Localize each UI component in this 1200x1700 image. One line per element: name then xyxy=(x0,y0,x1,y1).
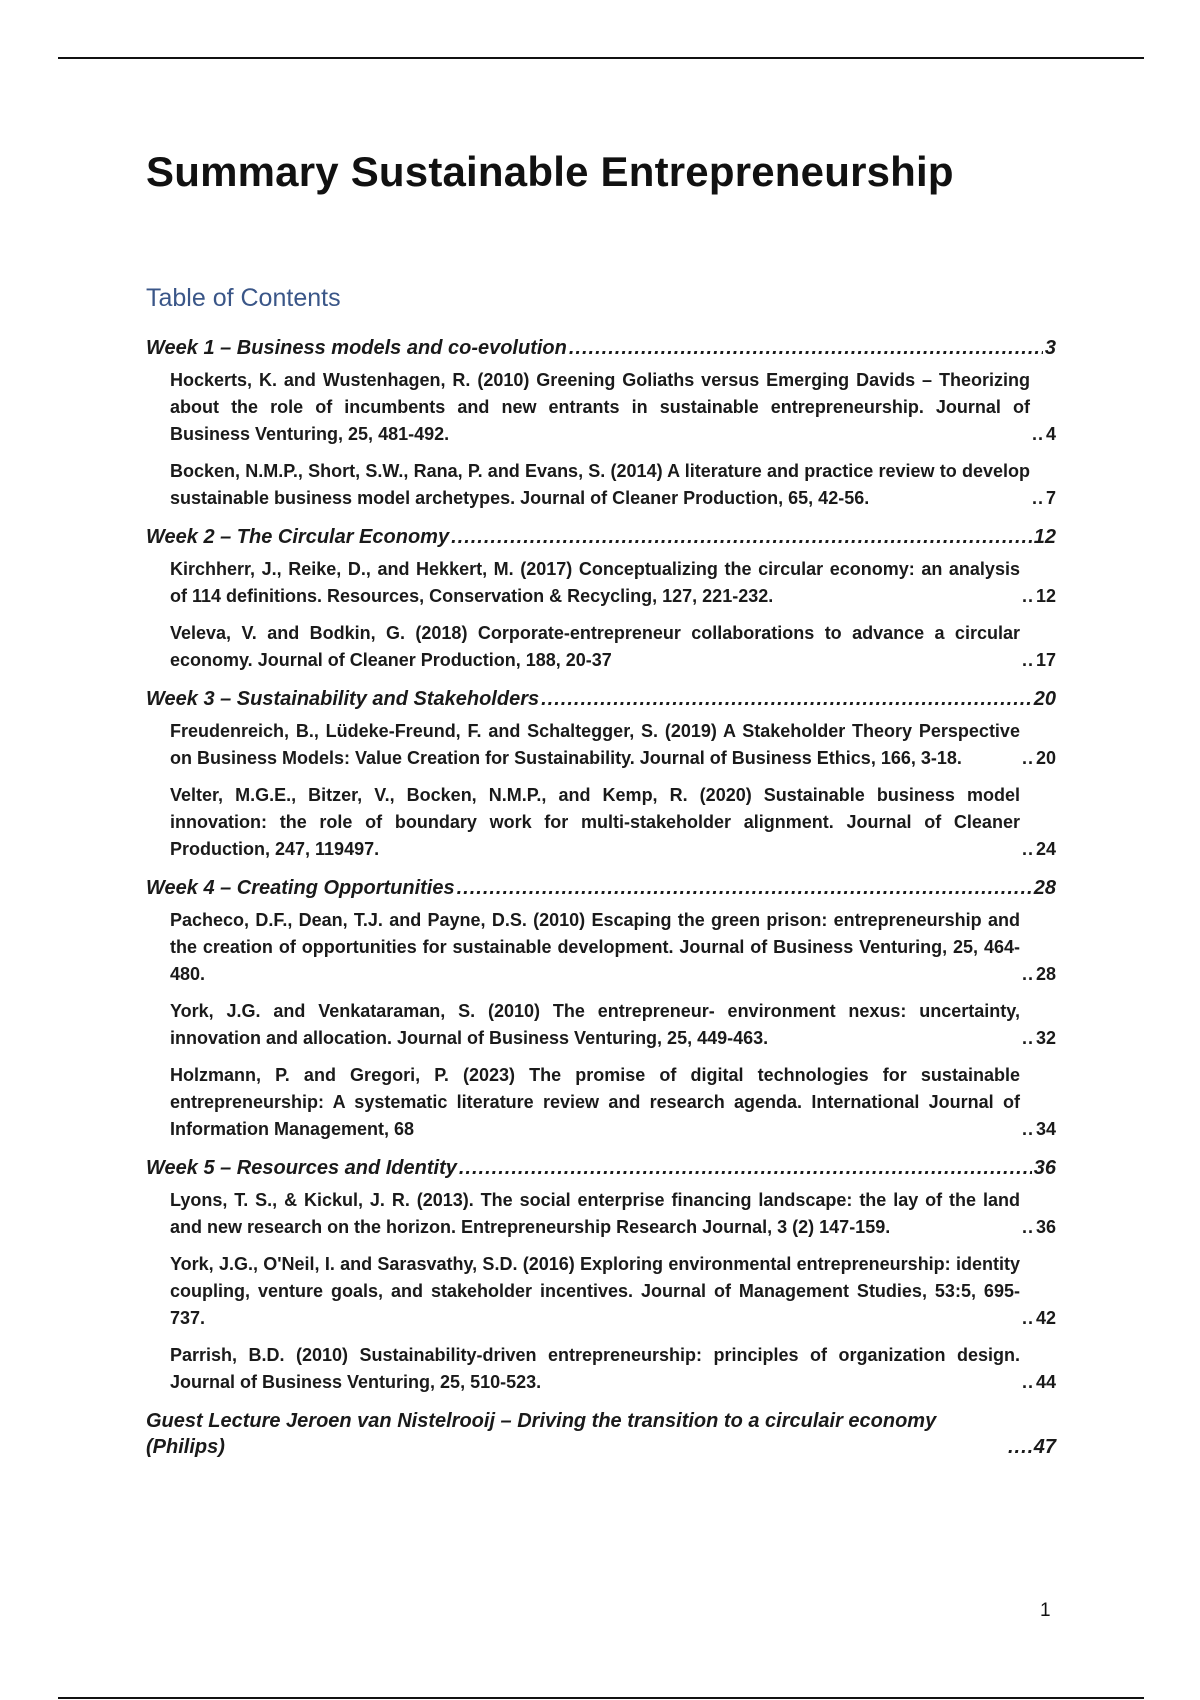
toc-dot-leader xyxy=(1020,1025,1034,1052)
toc-section-entry[interactable] xyxy=(146,1408,1056,1460)
toc-dot-leader xyxy=(1030,485,1044,512)
toc-reference-entry[interactable] xyxy=(146,1187,1056,1241)
toc-page-number: 44 xyxy=(1035,1372,1056,1392)
toc-dot-leader xyxy=(1020,1214,1034,1241)
toc-page-number: 42 xyxy=(1035,1308,1056,1328)
toc-heading: Table of Contents xyxy=(146,284,341,312)
toc-page-number: 34 xyxy=(1035,1119,1056,1139)
toc-section-entry[interactable] xyxy=(146,524,1056,550)
toc-page-number: 32 xyxy=(1035,1028,1056,1048)
page-number: 1 xyxy=(1040,1600,1051,1621)
toc-page-number: 20 xyxy=(1035,748,1056,768)
toc-entry-text: Week 1 – Business models and co-evolution xyxy=(146,337,567,359)
toc-page-number: 47 xyxy=(1033,1436,1056,1458)
toc-entry-text: Week 2 – The Circular Economy xyxy=(146,526,450,548)
toc-page-number: 36 xyxy=(1033,1157,1056,1179)
toc-entry-text: Lyons, T. S., & Kickul, J. R. (2013). The social enterprise financing landscape: the lay of the land and new research on the horizon. Entrepreneurship Research Journal, 3 (2) 147-159. xyxy=(170,1190,1020,1237)
toc-entry-text: York, J.G. and Venkataraman, S. (2010) The entrepreneur- environment nexus: uncertainty, innovation and allocation. Journal of Business Venturing, 25, 449-463. xyxy=(170,1001,1020,1048)
toc-dot-leader xyxy=(1020,647,1034,674)
toc-dot-leader xyxy=(1020,1305,1034,1332)
header-rule xyxy=(58,57,1144,59)
toc-entry-text: York, J.G., O'Neil, I. and Sarasvathy, S.D. (2016) Exploring environmental entrepreneurship: identity coupling, venture goals, and stakeholder incentives. Journal of Management Studies, 53:5, 695-737. xyxy=(170,1254,1020,1328)
toc-entry-text: Week 4 – Creating Opportunities xyxy=(146,877,455,899)
toc-page-number: 28 xyxy=(1035,964,1056,984)
toc-dot-leader xyxy=(1020,583,1034,610)
toc-dot-leader xyxy=(1030,421,1044,448)
toc-page-number: 28 xyxy=(1033,877,1056,899)
toc-reference-entry[interactable] xyxy=(146,782,1056,863)
toc-dot-leader xyxy=(449,524,1032,550)
toc-page-number: 24 xyxy=(1035,839,1056,859)
toc-entry-text: Pacheco, D.F., Dean, T.J. and Payne, D.S. (2010) Escaping the green prison: entrepreneurship and the creation of opportunities for sustainable development. Journal of Business Venturing, 25, 464-480. xyxy=(170,910,1020,984)
toc-dot-leader xyxy=(455,875,1032,901)
toc-page-number: 12 xyxy=(1033,526,1056,548)
toc-dot-leader xyxy=(567,335,1043,361)
toc-section-entry[interactable] xyxy=(146,1155,1056,1181)
toc-page-number: 36 xyxy=(1035,1217,1056,1237)
toc-entry-text: Parrish, B.D. (2010) Sustainability-driven entrepreneurship: principles of organization design. Journal of Business Venturing, 25, 510-523. xyxy=(170,1345,1020,1392)
toc-entry-text: Freudenreich, B., Lüdeke-Freund, F. and Schaltegger, S. (2019) A Stakeholder Theory Perspective on Business Models: Value Creation for Sustainability. Journal of Business Ethics, 166, 3-18. xyxy=(170,721,1020,768)
toc-entry-text: Week 5 – Resources and Identity xyxy=(146,1157,457,1179)
toc-dot-leader xyxy=(1020,836,1034,863)
toc-dot-leader xyxy=(1020,745,1034,772)
toc-reference-entry[interactable] xyxy=(146,620,1056,674)
toc-entry-text: Veleva, V. and Bodkin, G. (2018) Corporate-entrepreneur collaborations to advance a circular economy. Journal of Cleaner Production, 188, 20-37 xyxy=(170,623,1020,670)
toc-dot-leader xyxy=(1020,1116,1034,1143)
toc-reference-entry[interactable] xyxy=(146,367,1056,448)
toc-entry-text: Kirchherr, J., Reike, D., and Hekkert, M. (2017) Conceptualizing the circular economy: an analysis of 114 definitions. Resources, Conservation & Recycling, 127, 221-232. xyxy=(170,559,1020,606)
toc-reference-entry[interactable] xyxy=(146,907,1056,988)
toc-page-number: 3 xyxy=(1044,337,1056,359)
toc-page-number: 12 xyxy=(1035,586,1056,606)
toc-entry-text: Velter, M.G.E., Bitzer, V., Bocken, N.M.P., and Kemp, R. (2020) Sustainable business model innovation: the role of boundary work for multi-stakeholder alignment. Journal of Cleaner Production, 247, 119497. xyxy=(170,785,1020,859)
toc-entry-text: Holzmann, P. and Gregori, P. (2023) The promise of digital technologies for sustainable entrepreneurship: A systematic literature review and research agenda. International Journal of Information Management, 68 xyxy=(170,1065,1020,1139)
document-title: Summary Sustainable Entrepreneurship xyxy=(146,148,954,195)
table-of-contents xyxy=(146,335,1056,1466)
toc-dot-leader xyxy=(539,686,1032,712)
toc-reference-entry[interactable] xyxy=(146,556,1056,610)
toc-section-entry[interactable] xyxy=(146,686,1056,712)
toc-page-number: 7 xyxy=(1045,488,1056,508)
toc-reference-entry[interactable] xyxy=(146,998,1056,1052)
toc-entry-text: Guest Lecture Jeroen van Nistelrooij – Driving the transition to a circulair economy (Philips) xyxy=(146,1410,937,1458)
toc-page-number: 20 xyxy=(1033,688,1056,710)
toc-dot-leader xyxy=(1020,1369,1034,1396)
toc-dot-leader xyxy=(1020,961,1034,988)
toc-page-number: 17 xyxy=(1035,650,1056,670)
toc-reference-entry[interactable] xyxy=(146,1342,1056,1396)
toc-dot-leader xyxy=(1006,1434,1032,1460)
toc-entry-text: Week 3 – Sustainability and Stakeholders xyxy=(146,688,540,710)
toc-section-entry[interactable] xyxy=(146,335,1056,361)
toc-reference-entry[interactable] xyxy=(146,458,1056,512)
toc-entry-text: Hockerts, K. and Wustenhagen, R. (2010) Greening Goliaths versus Emerging Davids – Theorizing about the role of incumbents and new entrants in sustainable entrepreneurship. Journal of Business Venturing, 25, 481-492. xyxy=(170,370,1030,444)
toc-reference-entry[interactable] xyxy=(146,1062,1056,1143)
toc-section-entry[interactable] xyxy=(146,875,1056,901)
toc-reference-entry[interactable] xyxy=(146,718,1056,772)
toc-dot-leader xyxy=(457,1155,1032,1181)
toc-page-number: 4 xyxy=(1045,424,1056,444)
footer-rule xyxy=(58,1697,1144,1699)
toc-reference-entry[interactable] xyxy=(146,1251,1056,1332)
toc-entry-text: Bocken, N.M.P., Short, S.W., Rana, P. and Evans, S. (2014) A literature and practice review to develop sustainable business model archetypes. Journal of Cleaner Production, 65, 42-56. xyxy=(170,461,1030,508)
